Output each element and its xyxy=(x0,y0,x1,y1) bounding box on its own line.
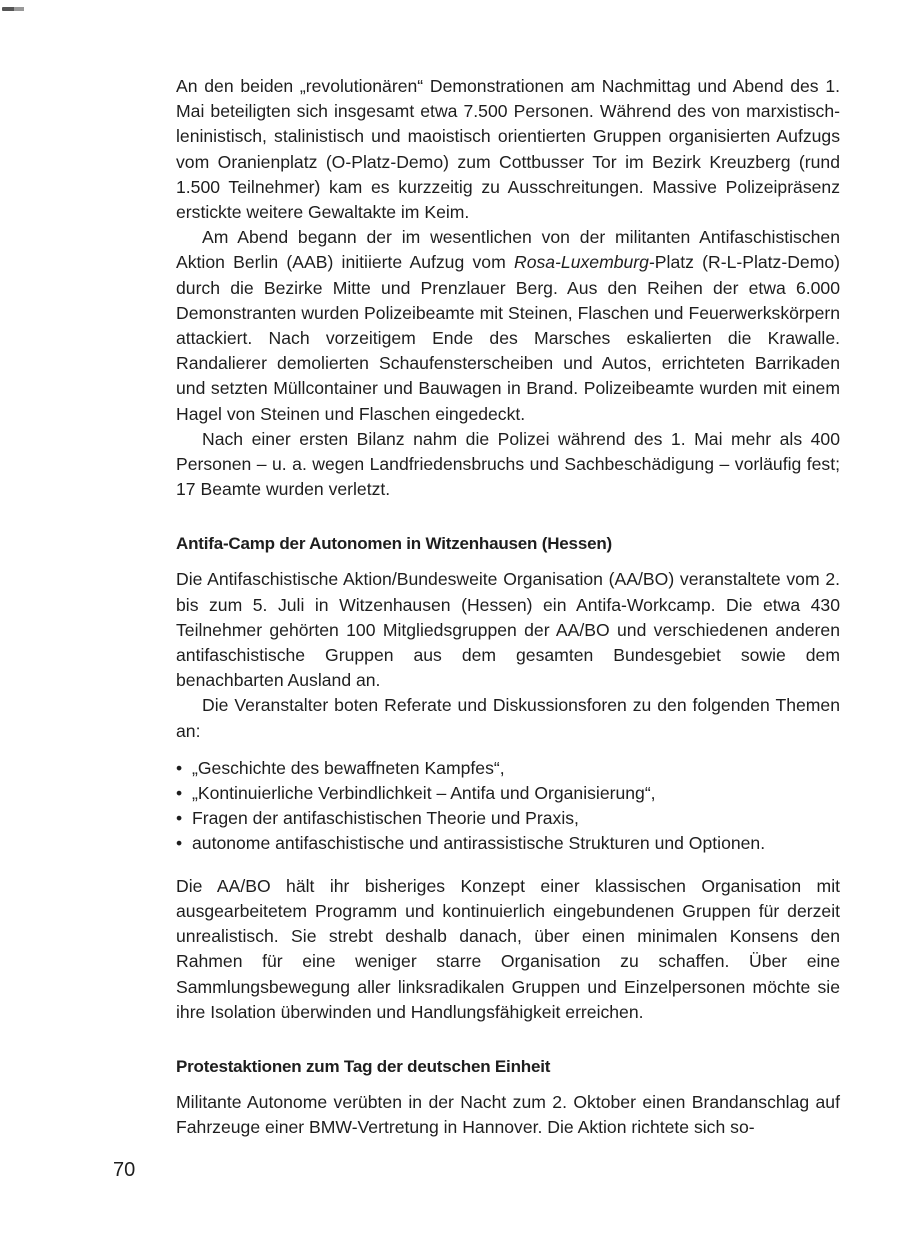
page-number: 70 xyxy=(113,1159,136,1181)
topics-list xyxy=(176,756,840,857)
list-item: • Fragen der antifaschistischen Theorie und Praxis, xyxy=(176,806,840,831)
paragraph-topics-intro: Die Veranstalter boten Referate und Diskussionsforen zu den folgenden Themen an: xyxy=(176,695,840,741)
paragraph-evening-march xyxy=(176,225,840,427)
page-body xyxy=(176,74,840,1140)
paragraph-evening-march-start: Am Abend begann der im wesentlichen von der militanten Antifaschistischen Aktion Berlin (AAB) initiierte Aufzug vom xyxy=(176,227,840,273)
list-item: • „Kontinuierliche Verbindlichkeit – Antifa und Organisierung“, xyxy=(176,781,840,806)
heading-unity-day-protests: Protestaktionen zum Tag der deutschen Einheit xyxy=(176,1056,551,1076)
paragraph-arson-attack: Militante Autonome verübten in der Nacht zum 2. Oktober einen Brandanschlag auf Fahrzeuge einer BMW-Vertretung in Hannover. Die Aktion richtete sich so- xyxy=(176,1091,840,1138)
scan-artifact xyxy=(2,7,40,11)
paragraph-may-day-demonstrations: An den beiden „revolutionären“ Demonstrationen am Nachmittag und Abend des 1. Mai beteiligten sich insgesamt etwa 7.500 Personen. Während des von marxistisch-leninistisch, stalinistisch und maoistisch orientierten Gruppen organisierten Aufzugs vom Oranienplatz (O-Platz-Demo) zum Cottbusser Tor im Bezirk Kreuzberg (rund 1.500 Teilnehmer) kam es kurzzeitig zu Ausschreitungen. Massive Polizeipräsenz erstickte weitere Gewaltakte im Keim. xyxy=(176,76,840,223)
list-item: • „Geschichte des bewaffneten Kampfes“, xyxy=(176,756,840,781)
paragraph-antifa-camp-intro: Die Antifaschistische Aktion/Bundesweite Organisation (AA/BO) veranstaltete vom 2. bis zum 5. Juli in Witzenhausen (Hessen) ein Antifa-Workcamp. Die etwa 430 Teilnehmer gehörten 100 Mitgliedsgruppen der AA/BO und verschiedenen anderen antifaschistische Gruppen aus dem gesamten Bundesgebiet sowie dem benachbarten Ausland an. xyxy=(176,569,840,691)
paragraph-aabo-concept: Die AA/BO hält ihr bisheriges Konzept einer klassischen Organisation mit ausgearbeitetem Programm und kontinuierlich eingebundenen Gruppen für derzeit unrealistisch. Sie strebt deshalb danach, über einen minimalen Konsens den Rahmen für eine weniger starre Organisation zu schaffen. Über eine Sammlungsbewegung aller linksradikalen Gruppen und Einzelpersonen möchte sie ihre Isolation überwinden und Handlungsfähigkeit erreichen. xyxy=(176,875,840,1022)
paragraph-evening-march-italic: Rosa-Luxemburg xyxy=(513,252,649,273)
list-item: • autonome antifaschistische und antirassistische Strukturen und Optionen. xyxy=(176,831,840,856)
paragraph-police-balance: Nach einer ersten Bilanz nahm die Polizei während des 1. Mai mehr als 400 Personen – u. a. wegen Landfriedensbruchs und Sachbeschädigung – vorläufig fest; 17 Beamte wurden verletzt. xyxy=(176,428,840,500)
heading-antifa-camp: Antifa-Camp der Autonomen in Witzenhausen (Hessen) xyxy=(176,534,612,554)
paragraph-evening-march-end: -Platz (R-L-Platz-Demo) durch die Bezirke Mitte und Prenzlauer Berg. Aus den Reihen der etwa 6.000 Demonstranten wurden Polizeibeamte mit Steinen, Flaschen und Feuerwerkskörpern attackiert. Nach vorzeitigem Ende des Marsches eskalierten die Krawalle. Randalierer demolierten Schaufensterscheiben und Autos, errichteten Barrikaden und setzten Müllcontainer und Bauwagen in Brand. Polizeibeamte wurden mit einem Hagel von Steinen und Flaschen eingedeckt. xyxy=(176,252,840,424)
